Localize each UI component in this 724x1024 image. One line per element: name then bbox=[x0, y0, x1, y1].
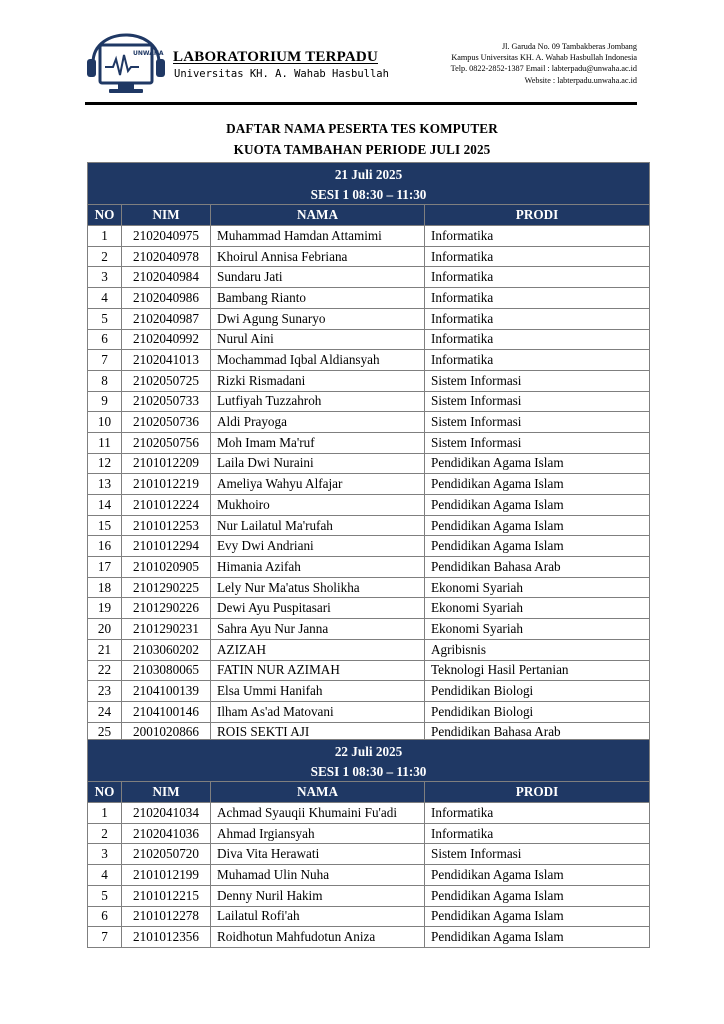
address-line: Kampus Universitas KH. A. Wahab Hasbullah Indonesia bbox=[451, 53, 637, 63]
row-no: 17 bbox=[88, 557, 122, 578]
row-prodi: Teknologi Hasil Pertanian bbox=[425, 660, 650, 681]
session-time: SESI 1 08:30 – 11:30 bbox=[88, 762, 650, 782]
row-nim: 2101012356 bbox=[122, 927, 211, 948]
table-row bbox=[88, 308, 650, 329]
row-nama: AZIZAH bbox=[211, 639, 425, 660]
row-no: 1 bbox=[88, 226, 122, 247]
row-nama: Rizki Rismadani bbox=[211, 370, 425, 391]
row-prodi: Pendidikan Agama Islam bbox=[425, 495, 650, 516]
row-no: 18 bbox=[88, 577, 122, 598]
row-no: 3 bbox=[88, 267, 122, 288]
svg-text:UNWAHA: UNWAHA bbox=[133, 50, 164, 57]
row-nim: 2101020905 bbox=[122, 557, 211, 578]
row-nama: FATIN NUR AZIMAH bbox=[211, 660, 425, 681]
row-nim: 2102041034 bbox=[122, 803, 211, 824]
lab-title: LABORATORIUM TERPADU bbox=[173, 49, 378, 65]
row-prodi: Pendidikan Bahasa Arab bbox=[425, 722, 650, 743]
table-row bbox=[88, 515, 650, 536]
table-row bbox=[88, 803, 650, 824]
column-header-nama: NAMA bbox=[211, 205, 425, 226]
table-row bbox=[88, 453, 650, 474]
address-website: Website : labterpadu.unwaha.ac.id bbox=[524, 75, 637, 85]
session-date: 21 Juli 2025 bbox=[88, 163, 650, 185]
address-line: Jl. Garuda No. 09 Tambakberas Jombang bbox=[501, 42, 637, 51]
row-nim: 2102040987 bbox=[122, 308, 211, 329]
lab-logo-icon bbox=[85, 33, 167, 97]
row-nim: 2102050736 bbox=[122, 412, 211, 433]
table-row bbox=[88, 701, 650, 722]
letterhead-divider bbox=[85, 102, 637, 105]
row-no: 1 bbox=[88, 803, 122, 824]
row-nim: 2102050733 bbox=[122, 391, 211, 412]
column-header-no: NO bbox=[88, 782, 122, 803]
row-nama: Nurul Aini bbox=[211, 329, 425, 350]
table-row bbox=[88, 598, 650, 619]
address-contact: Telp. 0822-2852-1387 Email : labterpadu@unwaha.ac.id bbox=[450, 64, 637, 74]
lab-address bbox=[377, 41, 637, 86]
row-nama: Muhammad Hamdan Attamimi bbox=[211, 226, 425, 247]
row-no: 2 bbox=[88, 246, 122, 267]
row-nama: Muhamad Ulin Nuha bbox=[211, 865, 425, 886]
table-row bbox=[88, 927, 650, 948]
row-no: 5 bbox=[88, 885, 122, 906]
row-nama: Mochammad Iqbal Aldiansyah bbox=[211, 350, 425, 371]
table-row bbox=[88, 246, 650, 267]
row-no: 4 bbox=[88, 865, 122, 886]
column-header-no: NO bbox=[88, 205, 122, 226]
row-nim: 2101012294 bbox=[122, 536, 211, 557]
row-nim: 2102040986 bbox=[122, 288, 211, 309]
document-subtitle: KUOTA TAMBAHAN PERIODE JULI 2025 bbox=[233, 142, 491, 157]
column-header-nama: NAMA bbox=[211, 782, 425, 803]
table-row bbox=[88, 823, 650, 844]
column-header-prodi: PRODI bbox=[425, 782, 650, 803]
row-no: 16 bbox=[88, 536, 122, 557]
row-nim: 2101012224 bbox=[122, 495, 211, 516]
row-prodi: Pendidikan Biologi bbox=[425, 701, 650, 722]
table-row bbox=[88, 906, 650, 927]
row-nama: Ilham As'ad Matovani bbox=[211, 701, 425, 722]
column-header-nim: NIM bbox=[122, 782, 211, 803]
table-row bbox=[88, 412, 650, 433]
row-prodi: Pendidikan Agama Islam bbox=[425, 474, 650, 495]
row-prodi: Sistem Informasi bbox=[425, 844, 650, 865]
row-prodi: Informatika bbox=[425, 329, 650, 350]
row-prodi: Pendidikan Biologi bbox=[425, 681, 650, 702]
row-no: 6 bbox=[88, 329, 122, 350]
row-prodi: Ekonomi Syariah bbox=[425, 619, 650, 640]
row-nim: 2104100146 bbox=[122, 701, 211, 722]
table-row bbox=[88, 865, 650, 886]
row-nama: Dwi Agung Sunaryo bbox=[211, 308, 425, 329]
table-row bbox=[88, 370, 650, 391]
row-prodi: Pendidikan Agama Islam bbox=[425, 885, 650, 906]
row-no: 11 bbox=[88, 432, 122, 453]
row-nama: Diva Vita Herawati bbox=[211, 844, 425, 865]
row-nim: 2104100139 bbox=[122, 681, 211, 702]
row-no: 7 bbox=[88, 927, 122, 948]
row-nama: Evy Dwi Andriani bbox=[211, 536, 425, 557]
row-nim: 2101012199 bbox=[122, 865, 211, 886]
row-no: 24 bbox=[88, 701, 122, 722]
row-nim: 2101290231 bbox=[122, 619, 211, 640]
row-nim: 2101012278 bbox=[122, 906, 211, 927]
row-prodi: Informatika bbox=[425, 308, 650, 329]
row-nim: 2101290226 bbox=[122, 598, 211, 619]
row-prodi: Ekonomi Syariah bbox=[425, 577, 650, 598]
row-prodi: Pendidikan Bahasa Arab bbox=[425, 557, 650, 578]
row-no: 5 bbox=[88, 308, 122, 329]
row-no: 21 bbox=[88, 639, 122, 660]
row-nama: Sahra Ayu Nur Janna bbox=[211, 619, 425, 640]
row-nim: 2102041013 bbox=[122, 350, 211, 371]
row-nim: 2101012215 bbox=[122, 885, 211, 906]
row-nama: Himania Azifah bbox=[211, 557, 425, 578]
row-prodi: Informatika bbox=[425, 803, 650, 824]
row-nama: Mukhoiro bbox=[211, 495, 425, 516]
row-prodi: Informatika bbox=[425, 823, 650, 844]
row-nama: Khoirul Annisa Febriana bbox=[211, 246, 425, 267]
row-nama: Moh Imam Ma'ruf bbox=[211, 432, 425, 453]
row-nim: 2101012253 bbox=[122, 515, 211, 536]
row-nama: Roidhotun Mahfudotun Aniza bbox=[211, 927, 425, 948]
row-nama: Laila Dwi Nuraini bbox=[211, 453, 425, 474]
row-prodi: Informatika bbox=[425, 226, 650, 247]
row-nama: ROIS SEKTI AJI bbox=[211, 722, 425, 743]
row-nim: 2102040975 bbox=[122, 226, 211, 247]
row-nim: 2102050720 bbox=[122, 844, 211, 865]
row-prodi: Pendidikan Agama Islam bbox=[425, 906, 650, 927]
row-prodi: Pendidikan Agama Islam bbox=[425, 453, 650, 474]
row-nama: Aldi Prayoga bbox=[211, 412, 425, 433]
row-no: 6 bbox=[88, 906, 122, 927]
letterhead bbox=[85, 33, 637, 105]
row-no: 4 bbox=[88, 288, 122, 309]
document-title: DAFTAR NAMA PESERTA TES KOMPUTER bbox=[226, 121, 498, 136]
row-no: 7 bbox=[88, 350, 122, 371]
session-table-22-juli bbox=[87, 739, 650, 948]
table-row bbox=[88, 474, 650, 495]
row-nama: Ahmad Irgiansyah bbox=[211, 823, 425, 844]
table-row bbox=[88, 844, 650, 865]
row-nama: Achmad Syauqii Khumaini Fu'adi bbox=[211, 803, 425, 824]
table-row bbox=[88, 660, 650, 681]
row-prodi: Informatika bbox=[425, 267, 650, 288]
row-prodi: Sistem Informasi bbox=[425, 391, 650, 412]
session-date: 22 Juli 2025 bbox=[88, 740, 650, 762]
table-row bbox=[88, 288, 650, 309]
row-no: 14 bbox=[88, 495, 122, 516]
row-prodi: Ekonomi Syariah bbox=[425, 598, 650, 619]
row-nama: Lely Nur Ma'atus Sholikha bbox=[211, 577, 425, 598]
row-prodi: Pendidikan Agama Islam bbox=[425, 515, 650, 536]
row-nim: 2101012209 bbox=[122, 453, 211, 474]
row-no: 19 bbox=[88, 598, 122, 619]
row-nama: Dewi Ayu Puspitasari bbox=[211, 598, 425, 619]
row-nama: Denny Nuril Hakim bbox=[211, 885, 425, 906]
table-row bbox=[88, 639, 650, 660]
table-row bbox=[88, 536, 650, 557]
row-prodi: Sistem Informasi bbox=[425, 432, 650, 453]
row-nama: Sundaru Jati bbox=[211, 267, 425, 288]
row-nim: 2102041036 bbox=[122, 823, 211, 844]
row-no: 10 bbox=[88, 412, 122, 433]
lab-subtitle: Universitas KH. A. Wahab Hasbullah bbox=[174, 68, 389, 80]
row-prodi: Pendidikan Agama Islam bbox=[425, 927, 650, 948]
table-row bbox=[88, 432, 650, 453]
table-row bbox=[88, 391, 650, 412]
row-no: 22 bbox=[88, 660, 122, 681]
row-nama: Bambang Rianto bbox=[211, 288, 425, 309]
row-nama: Nur Lailatul Ma'rufah bbox=[211, 515, 425, 536]
session-table-21-juli bbox=[87, 162, 650, 743]
row-prodi: Informatika bbox=[425, 288, 650, 309]
row-nim: 2102040978 bbox=[122, 246, 211, 267]
session-time: SESI 1 08:30 – 11:30 bbox=[88, 185, 650, 205]
row-prodi: Informatika bbox=[425, 246, 650, 267]
row-no: 20 bbox=[88, 619, 122, 640]
row-prodi: Pendidikan Agama Islam bbox=[425, 536, 650, 557]
row-no: 15 bbox=[88, 515, 122, 536]
row-no: 2 bbox=[88, 823, 122, 844]
table-row bbox=[88, 267, 650, 288]
table-row bbox=[88, 557, 650, 578]
row-no: 12 bbox=[88, 453, 122, 474]
column-header-prodi: PRODI bbox=[425, 205, 650, 226]
row-nama: Ameliya Wahyu Alfajar bbox=[211, 474, 425, 495]
column-header-nim: NIM bbox=[122, 205, 211, 226]
row-no: 25 bbox=[88, 722, 122, 743]
row-nim: 2102050756 bbox=[122, 432, 211, 453]
row-prodi: Informatika bbox=[425, 350, 650, 371]
table-row bbox=[88, 350, 650, 371]
row-nama: Lutfiyah Tuzzahroh bbox=[211, 391, 425, 412]
row-nim: 2102040992 bbox=[122, 329, 211, 350]
row-no: 3 bbox=[88, 844, 122, 865]
table-row bbox=[88, 885, 650, 906]
row-nim: 2102050725 bbox=[122, 370, 211, 391]
table-row bbox=[88, 577, 650, 598]
row-nim: 2102040984 bbox=[122, 267, 211, 288]
row-nim: 2103080065 bbox=[122, 660, 211, 681]
row-nama: Lailatul Rofi'ah bbox=[211, 906, 425, 927]
table-row bbox=[88, 495, 650, 516]
table-row bbox=[88, 226, 650, 247]
table-row bbox=[88, 619, 650, 640]
row-nim: 2001020866 bbox=[122, 722, 211, 743]
row-nim: 2103060202 bbox=[122, 639, 211, 660]
row-nama: Elsa Ummi Hanifah bbox=[211, 681, 425, 702]
row-nim: 2101290225 bbox=[122, 577, 211, 598]
row-no: 23 bbox=[88, 681, 122, 702]
row-nim: 2101012219 bbox=[122, 474, 211, 495]
row-no: 13 bbox=[88, 474, 122, 495]
row-no: 8 bbox=[88, 370, 122, 391]
row-prodi: Agribisnis bbox=[425, 639, 650, 660]
row-prodi: Sistem Informasi bbox=[425, 370, 650, 391]
table-row bbox=[88, 681, 650, 702]
table-row bbox=[88, 329, 650, 350]
row-prodi: Sistem Informasi bbox=[425, 412, 650, 433]
row-no: 9 bbox=[88, 391, 122, 412]
row-prodi: Pendidikan Agama Islam bbox=[425, 865, 650, 886]
